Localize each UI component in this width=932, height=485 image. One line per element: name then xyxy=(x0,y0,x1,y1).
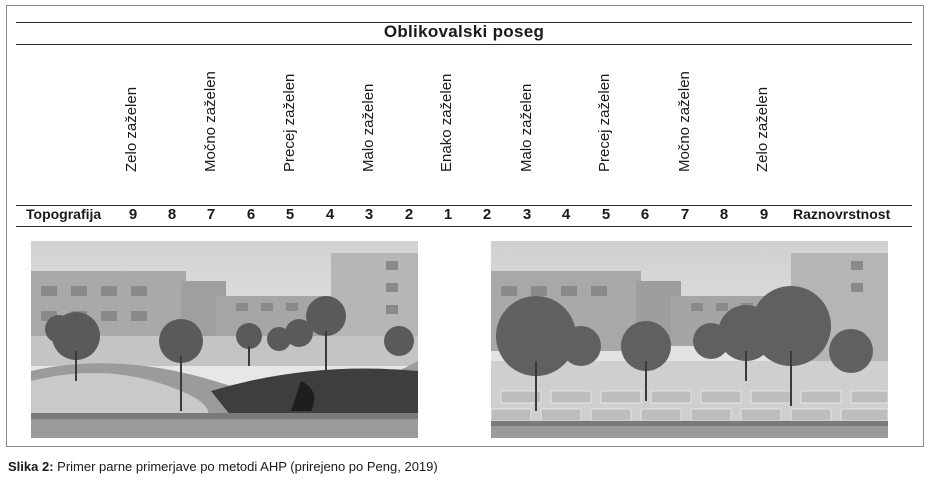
scale-number: 8 xyxy=(167,206,177,223)
scale-number: 2 xyxy=(404,206,414,223)
scale-number: 5 xyxy=(601,206,611,223)
scale-number: 9 xyxy=(759,206,769,223)
scale-number: 8 xyxy=(719,206,729,223)
scale-number: 6 xyxy=(246,206,256,223)
diversity-rendering xyxy=(491,241,888,438)
scale-number: 3 xyxy=(364,206,374,223)
scale-left-label: Topografija xyxy=(26,206,102,222)
scale-number: 1 xyxy=(443,206,453,223)
scale-number: 6 xyxy=(640,206,650,223)
scale-bottom-rule xyxy=(16,226,912,227)
scale-number: 4 xyxy=(325,206,335,223)
scale-number: 2 xyxy=(482,206,492,223)
figure-caption xyxy=(8,459,438,474)
figure-title: Oblikovalski poseg xyxy=(383,22,545,41)
scale-number: 9 xyxy=(128,206,138,223)
caption-label: Slika 2: xyxy=(8,459,54,474)
scale-number: 3 xyxy=(522,206,532,223)
scale-number: 7 xyxy=(680,206,690,223)
scale-row xyxy=(0,206,932,224)
scale-number: 5 xyxy=(285,206,295,223)
scale-number: 7 xyxy=(206,206,216,223)
title-bottom-rule xyxy=(16,44,912,45)
topography-rendering xyxy=(31,241,418,438)
scale-right-label: Raznovrstnost xyxy=(793,206,891,222)
caption-text: Primer parne primerjave po metodi AHP (prirejeno po Peng, 2019) xyxy=(53,459,438,474)
scale-number: 4 xyxy=(561,206,571,223)
